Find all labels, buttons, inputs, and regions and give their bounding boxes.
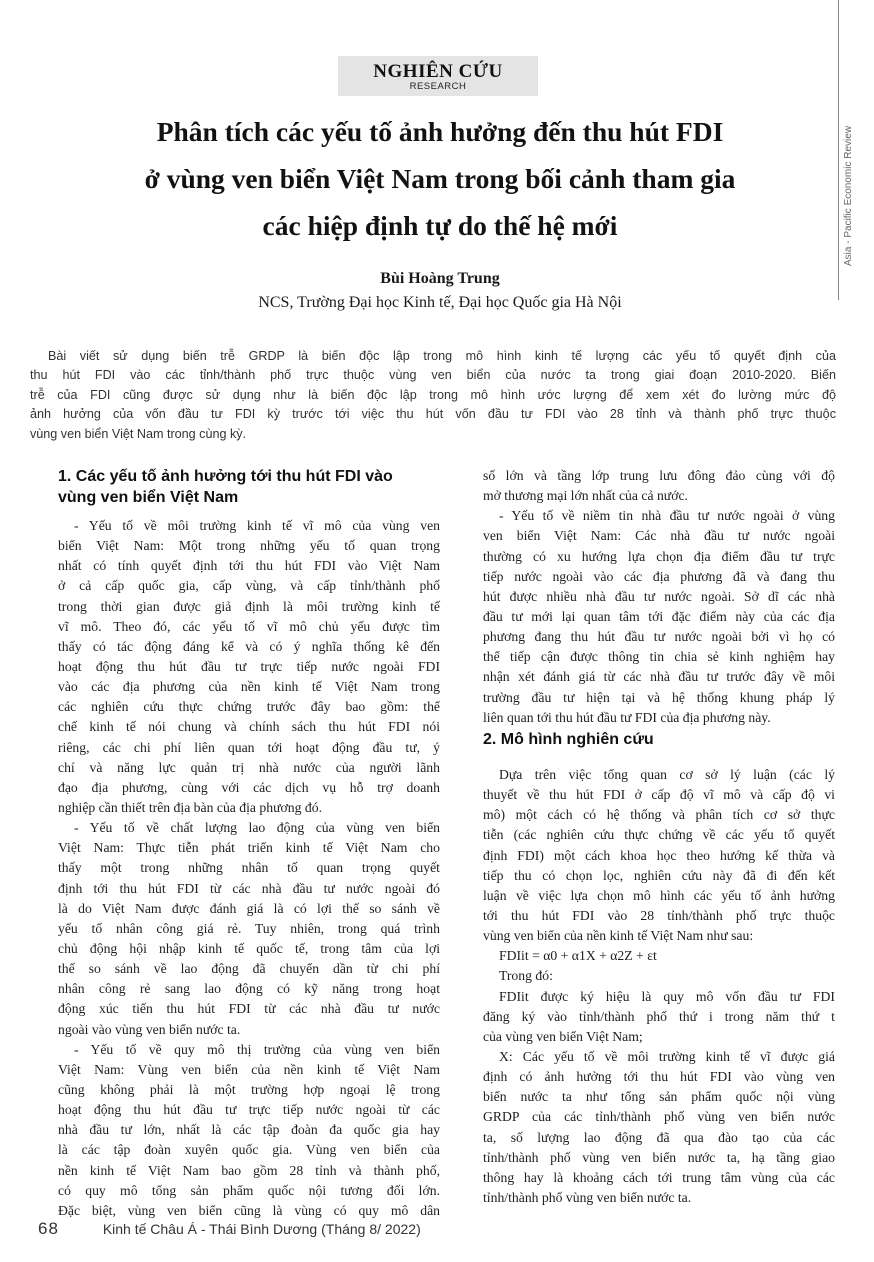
text-line: nghiệp cần thiết trên địa bàn của địa phương đó. xyxy=(58,799,322,815)
page-footer xyxy=(38,1219,638,1239)
text-line: có quy mô tổng sản phẩm quốc nội tương đối lớn. xyxy=(58,1182,440,1198)
text-line: thuyết về thu hút FDI ở cấp độ vĩ mô và cấp độ vi xyxy=(483,787,835,803)
text-line: hoạt động thu hút đầu tư trực tiếp nước ngoài từ các xyxy=(58,1102,440,1118)
author-affiliation: NCS, Trường Đại học Kinh tế, Đại học Quốc gia Hà Nội xyxy=(258,294,622,311)
text-line: thông hay là khoảng cách tới trung tâm vùng của các xyxy=(483,1169,835,1185)
text-line: - Yếu tố về niềm tin nhà đầu tư nước ngoài ở vùng xyxy=(499,508,835,524)
text-line: phương đang thu hút đầu tư nước ngoài bởi vì họ có xyxy=(483,629,835,645)
text-line: ta, số lượng lao động đã qua đào tạo của các xyxy=(483,1129,835,1145)
text-line: đầu tư mới lại quan tâm tới đặc điểm này của các địa xyxy=(483,608,835,624)
side-journal-text: Asia - Pacific Economic Review xyxy=(843,125,854,266)
text-line: đăng ký vào tỉnh/thành phố thứ i trong năm thứ t xyxy=(483,1008,835,1024)
text-line: chí và năng lực quản trị nhà nước của người lãnh xyxy=(58,759,440,775)
text-line: liên quan tới thu hút đầu tư FDI của địa phương này. xyxy=(483,709,771,725)
abstract-line: ảnh hưởng của vốn đầu tư FDI kỳ trước tới việc thu hút vốn đầu tư FDI vào 28 tỉnh và thành phố trực thuộc xyxy=(30,407,836,422)
text-line: yếu tố nhân công giá rẻ. Tuy nhiên, trong quá trình xyxy=(58,920,440,936)
text-line: - Yếu tố về môi trường kinh tế vĩ mô của vùng ven xyxy=(74,518,440,533)
section-2-heading xyxy=(483,729,835,750)
text-line: định tới thu hút FDI từ các nhà đầu tư nước ngoài đó xyxy=(58,880,440,896)
text-line: thấy có tác động đáng kể và có ý nghĩa thống kê đến xyxy=(58,638,440,654)
heading-line: 1. Các yếu tố ảnh hưởng tới thu hút FDI vào xyxy=(58,468,393,485)
text-line: định có ảnh hưởng tới thu hút FDI vào vùng ven xyxy=(483,1069,835,1085)
abstract-line: Bài viết sử dụng biến trễ GRDP là biến độc lập trong mô hình kinh tế lượng các yếu tố quyết định của xyxy=(48,349,836,363)
journal-name: Kinh tế Châu Á - Thái Bình Dương (Tháng 8/ 2022) xyxy=(102,1221,421,1237)
section-sublabel: RESEARCH xyxy=(409,81,467,92)
text-line: đạo địa phương, cùng với các dịch vụ hỗ trợ doanh xyxy=(58,779,440,795)
text-line: tỉnh/thành phố vùng ven biển nước ta, hạ tầng giao xyxy=(483,1149,835,1165)
text-line: thế so sánh về lao động đã chuyển dần từ chi phí xyxy=(58,961,440,977)
text-line: Việt Nam: Thực tiễn phát triển kinh tế Việt Nam cho xyxy=(58,840,440,856)
text-line: trong thời gian được giả định là môi trường kinh tế xyxy=(58,598,440,614)
text-line: của vùng ven biển Việt Nam; xyxy=(483,1028,643,1044)
text-line: riêng, các chi phí liên quan tới hoạt động đầu tư, ý xyxy=(58,739,440,755)
text-line: biển Việt Nam: Một trong những yếu tố quan trọng xyxy=(58,538,440,554)
text-line: Dựa trên việc tổng quan cơ sở lý luận (các lý xyxy=(499,767,835,782)
text-line: tỉnh/thành phố vùng ven biển nước ta. xyxy=(483,1189,692,1205)
page-number: 68 xyxy=(38,1219,59,1238)
text-line: hút được nhiều nhà đầu tư nước ngoài. Sở dĩ các nhà xyxy=(483,588,835,604)
text-line: vào các địa phương của nền kinh tế Việt Nam trong xyxy=(58,679,440,695)
text-line: vùng ven biển của nền kinh tế Việt Nam như sau: xyxy=(483,928,754,944)
text-line: vĩ mô. Theo đó, các yếu tố vĩ mô chủ yếu được tìm xyxy=(58,618,440,634)
text-line: Đặc biệt, vùng ven biển cũng là vùng có quy mô dân xyxy=(58,1202,440,1218)
text-line: định FDI) một cách khoa học theo hướng kế thừa và xyxy=(483,847,835,863)
text-line: thể tiếp cận được thông tin chia sẻ kinh nghiệm hay xyxy=(483,649,835,665)
text-line: chế kinh tế nói chung và chính sách thu hút FDI nói xyxy=(58,719,440,735)
text-line: mở thương mại lớn nhất của cả nước. xyxy=(483,488,688,504)
text-line: thấy một trong những nhân tố quan trọng quyết xyxy=(58,860,440,876)
text-line: là các tập đoàn xuyên quốc gia. Vùng ven biển của xyxy=(58,1142,440,1158)
text-line: ven biển Việt Nam: Các nhà đầu tư nước ngoài xyxy=(483,528,835,544)
text-line: tiếp thu có chọn lọc, nghiên cứu này đã đi đến kết xyxy=(483,867,835,883)
text-line: trường đầu tư hiện tại và hệ thống khung pháp lý xyxy=(483,689,835,705)
text-line: là do Việt Nam được đánh giá là có lợi thế so sánh về xyxy=(58,900,440,916)
text-line: FDIit = α0 + α1X + α2Z + εt xyxy=(499,948,657,964)
abstract xyxy=(30,347,836,444)
right-column-bottom xyxy=(483,765,835,1208)
text-line: nhà đầu tư lớn, nhất là các tập đoàn đa quốc gia hay xyxy=(58,1122,440,1138)
heading-line: vùng ven biển Việt Nam xyxy=(58,489,239,506)
text-line: GRDP của các tỉnh/thành phố vùng ven biển nước xyxy=(483,1109,835,1125)
text-line: các nghiên cứu thực chứng trước đây bao gồm: thể xyxy=(58,699,440,715)
text-line: ngoài vào vùng ven biển nước ta. xyxy=(58,1021,241,1037)
text-line: FDIit được ký hiệu là quy mô vốn đầu tư FDI xyxy=(499,988,835,1004)
text-line: - Yếu tố về chất lượng lao động của vùng ven biển xyxy=(74,820,440,836)
side-rule xyxy=(838,0,839,300)
text-line: nhân công rẻ sang lao động có kỹ năng trong hoạt xyxy=(58,981,440,997)
right-column-top xyxy=(483,466,835,728)
left-column-body xyxy=(58,516,440,1221)
text-line: nhất có tính quyết định tới thu hút FDI vào Việt Nam xyxy=(58,558,440,574)
text-line: nhận xét đánh giá từ các nhà đầu tư trước đây về môi xyxy=(483,669,835,685)
abstract-line: thu hút FDI vào các tỉnh/thành phố trực thuộc vùng ven biển của nước ta trong giai đoạn 2010-2020. Biến xyxy=(30,368,836,383)
text-line: mô) một cách có hệ thống và phân tích cơ sở thực xyxy=(483,807,835,823)
text-line: tiễn (các nghiên cứu thực chứng về các yếu tố quyết xyxy=(483,827,835,843)
section-1-heading xyxy=(58,466,442,508)
text-line: biển nước ta như tổng sản phẩm quốc nội vùng xyxy=(483,1089,835,1105)
section-tag xyxy=(338,56,538,96)
text-line: động xúc tiến thu hút FDI từ các nhà đầu tư nước xyxy=(58,1001,440,1017)
text-line: hoạt động thu hút đầu tư trực tiếp nước ngoài FDI xyxy=(58,658,440,674)
text-line: tới thu hút FDI vào 28 tỉnh/thành phố trực thuộc xyxy=(483,907,835,923)
text-line: ở cả cấp quốc gia, cấp vùng, và cấp tỉnh/thành phố xyxy=(58,578,440,594)
title-line: Phân tích các yếu tố ảnh hưởng đến thu hút FDI xyxy=(156,116,724,147)
text-line: Việt Nam: Vùng ven biển của nền kinh tế Việt Nam xyxy=(58,1061,440,1077)
text-line: - Yếu tố về quy mô thị trường của vùng ven biển xyxy=(74,1041,440,1057)
abstract-line: trễ của FDI cũng được sử dụng như là biến độc lập trong mô hình ước lượng để xem xét đo lường mức độ xyxy=(30,387,836,402)
text-line: nền kinh tế Việt Nam bao gồm 28 tỉnh và thành phố, xyxy=(58,1162,440,1178)
text-line: tiếp nước ngoài vào các địa phương đã và đang thu xyxy=(483,568,835,584)
author-name: Bùi Hoàng Trung xyxy=(380,270,500,287)
text-line: luận về việc lựa chọn mô hình các yếu tố ảnh hưởng xyxy=(483,887,835,903)
section-label: NGHIÊN CỨU xyxy=(373,61,503,82)
article-title xyxy=(60,108,820,249)
text-line: số lớn và tầng lớp trung lưu đông đảo cùng với độ xyxy=(483,468,835,483)
abstract-line: vùng ven biển Việt Nam trong cùng kỳ. xyxy=(30,426,247,441)
title-line: các hiệp định tự do thế hệ mới xyxy=(262,210,618,241)
text-line: Trong đó: xyxy=(499,968,553,984)
text-line: chủ động hội nhập kinh tế quốc tế, trong tâm của lợi xyxy=(58,940,440,956)
text-line: cũng không phải là một trường hợp ngoại lệ trong xyxy=(58,1081,440,1097)
heading-line: 2. Mô hình nghiên cứu xyxy=(483,731,654,748)
title-line: ở vùng ven biển Việt Nam trong bối cảnh tham gia xyxy=(144,163,736,194)
text-line: thường có xu hướng lựa chọn địa điểm đầu tư trực xyxy=(483,548,835,564)
text-line: X: Các yếu tố về môi trường kinh tế vĩ được giá xyxy=(499,1048,835,1064)
